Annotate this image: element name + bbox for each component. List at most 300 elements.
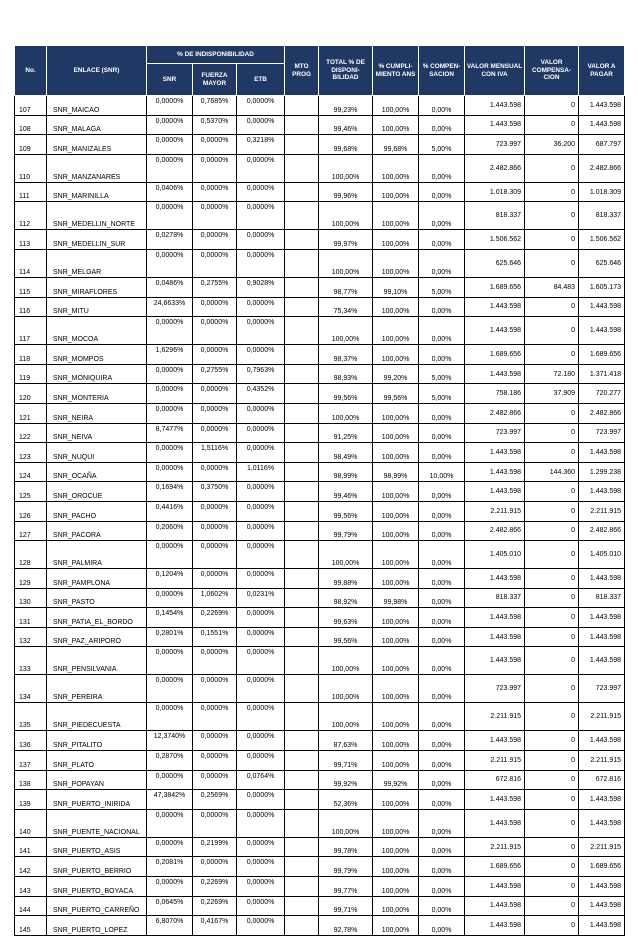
- cell-mto-prog: [285, 115, 319, 135]
- cell-total-disponibilidad: 100,00%: [319, 317, 373, 345]
- cell-cumplimiento: 100,00%: [373, 249, 419, 277]
- cell-etb: 0,0764%: [237, 770, 285, 790]
- cell-no: 143: [15, 877, 47, 897]
- cell-fuerza-mayor: 0,0000%: [193, 462, 237, 482]
- cell-etb: 0,0000%: [237, 731, 285, 751]
- table-row: [15, 135, 625, 155]
- cell-valor-pagar: 687.797: [579, 135, 625, 155]
- cell-valor-pagar: 2.482.866: [579, 154, 625, 182]
- cell-mto-prog: [285, 731, 319, 751]
- cell-valor-mensual: 818.337: [465, 202, 525, 230]
- cell-etb: 0,0000%: [237, 182, 285, 202]
- cell-valor-pagar: 1.443.598: [579, 96, 625, 116]
- cell-valor-compensacion: 84.483: [525, 277, 579, 297]
- cell-snr: 47,3842%: [147, 790, 193, 810]
- header-snr: SNR: [147, 64, 193, 96]
- cell-valor-pagar: 672.816: [579, 770, 625, 790]
- cell-enlace: SNR_PUENTE_NACIONAL: [47, 809, 147, 837]
- cell-valor-compensacion: 0: [525, 154, 579, 182]
- cell-valor-pagar: 818.337: [579, 588, 625, 608]
- cell-fuerza-mayor: 0,0000%: [193, 675, 237, 703]
- cell-snr: 0,0278%: [147, 230, 193, 250]
- cell-compensacion: 0,00%: [419, 115, 465, 135]
- cell-total-disponibilidad: 100,00%: [319, 703, 373, 731]
- table-row: [15, 837, 625, 857]
- cell-snr: 0,0000%: [147, 384, 193, 404]
- cell-compensacion: 0,00%: [419, 541, 465, 569]
- cell-cumplimiento: 98,99%: [373, 462, 419, 482]
- cell-etb: 0,0000%: [237, 790, 285, 810]
- cell-no: 126: [15, 501, 47, 521]
- cell-enlace: SNR_PUERTO_BERRIO: [47, 857, 147, 877]
- cell-no: 145: [15, 916, 47, 936]
- cell-compensacion: 5,00%: [419, 384, 465, 404]
- cell-fuerza-mayor: 0,0000%: [193, 202, 237, 230]
- header-enlace: ENLACE (SNR): [47, 46, 147, 96]
- cell-fuerza-mayor: 0,2269%: [193, 896, 237, 916]
- cell-enlace: SNR_PIEDECUESTA: [47, 703, 147, 731]
- cell-etb: 0,0000%: [237, 627, 285, 647]
- cell-fuerza-mayor: 1,0602%: [193, 588, 237, 608]
- table-row: [15, 916, 625, 936]
- cell-cumplimiento: 100,00%: [373, 202, 419, 230]
- cell-no: 112: [15, 202, 47, 230]
- cell-no: 107: [15, 96, 47, 116]
- cell-enlace: SNR_MONIQUIRA: [47, 364, 147, 384]
- cell-etb: 0,0000%: [237, 647, 285, 675]
- cell-enlace: SNR_MAICAO: [47, 96, 147, 116]
- cell-valor-compensacion: 0: [525, 569, 579, 589]
- cell-snr: 0,0000%: [147, 249, 193, 277]
- cell-cumplimiento: 100,00%: [373, 896, 419, 916]
- cell-total-disponibilidad: 91,25%: [319, 423, 373, 443]
- cell-valor-pagar: 1.443.598: [579, 443, 625, 463]
- cell-etb: 0,0000%: [237, 96, 285, 116]
- cell-mto-prog: [285, 482, 319, 502]
- cell-etb: 0,0000%: [237, 896, 285, 916]
- table-row: [15, 588, 625, 608]
- cell-fuerza-mayor: 0,0000%: [193, 501, 237, 521]
- cell-snr: 0,0645%: [147, 896, 193, 916]
- cell-valor-mensual: 1.443.598: [465, 317, 525, 345]
- cell-mto-prog: [285, 202, 319, 230]
- cell-total-disponibilidad: 99,71%: [319, 751, 373, 771]
- cell-mto-prog: [285, 647, 319, 675]
- cell-total-disponibilidad: 98,99%: [319, 462, 373, 482]
- cell-snr: 0,0406%: [147, 182, 193, 202]
- cell-compensacion: 10,00%: [419, 462, 465, 482]
- cell-valor-pagar: 1.443.598: [579, 731, 625, 751]
- cell-no: 142: [15, 857, 47, 877]
- cell-valor-pagar: 1.443.598: [579, 647, 625, 675]
- cell-fuerza-mayor: 0,1551%: [193, 627, 237, 647]
- cell-etb: 0,0000%: [237, 751, 285, 771]
- cell-total-disponibilidad: 98,92%: [319, 588, 373, 608]
- cell-valor-pagar: 1.443.598: [579, 608, 625, 628]
- cell-no: 110: [15, 154, 47, 182]
- cell-etb: 0,0000%: [237, 249, 285, 277]
- cell-no: 137: [15, 751, 47, 771]
- cell-fuerza-mayor: 0,0000%: [193, 317, 237, 345]
- table-row: [15, 857, 625, 877]
- cell-cumplimiento: 99,10%: [373, 277, 419, 297]
- cell-valor-pagar: 1.299.238: [579, 462, 625, 482]
- cell-valor-compensacion: 0: [525, 423, 579, 443]
- cell-compensacion: 0,00%: [419, 249, 465, 277]
- cell-snr: 0,0000%: [147, 647, 193, 675]
- cell-snr: 0,0000%: [147, 202, 193, 230]
- table-row: [15, 317, 625, 345]
- cell-valor-mensual: 2.482.866: [465, 521, 525, 541]
- cell-compensacion: 0,00%: [419, 182, 465, 202]
- cell-mto-prog: [285, 230, 319, 250]
- cell-compensacion: 0,00%: [419, 751, 465, 771]
- cell-mto-prog: [285, 608, 319, 628]
- header-total-disponibilidad: TOTAL % DE DISPONI-BILIDAD: [319, 46, 373, 96]
- cell-etb: 1,0116%: [237, 462, 285, 482]
- table-row: [15, 345, 625, 365]
- cell-valor-mensual: 723.997: [465, 135, 525, 155]
- cell-mto-prog: [285, 916, 319, 936]
- table-row: [15, 703, 625, 731]
- cell-valor-compensacion: 0: [525, 297, 579, 317]
- cell-cumplimiento: 100,00%: [373, 790, 419, 810]
- cell-fuerza-mayor: 0,2269%: [193, 877, 237, 897]
- cell-valor-compensacion: 0: [525, 541, 579, 569]
- cell-no: 115: [15, 277, 47, 297]
- table-row: [15, 96, 625, 116]
- cell-compensacion: 0,00%: [419, 403, 465, 423]
- cell-total-disponibilidad: 100,00%: [319, 249, 373, 277]
- cell-valor-pagar: 2.482.866: [579, 403, 625, 423]
- cell-mto-prog: [285, 770, 319, 790]
- cell-enlace: SNR_MIRAFLORES: [47, 277, 147, 297]
- cell-etb: 0,0000%: [237, 443, 285, 463]
- cell-snr: 0,0486%: [147, 277, 193, 297]
- table-row: [15, 896, 625, 916]
- cell-no: 119: [15, 364, 47, 384]
- cell-valor-mensual: 723.997: [465, 675, 525, 703]
- header-valor-pagar: VALOR A PAGAR: [579, 46, 625, 96]
- cell-cumplimiento: 100,00%: [373, 230, 419, 250]
- cell-valor-pagar: 1.443.598: [579, 317, 625, 345]
- cell-enlace: SNR_PUERTO_ASIS: [47, 837, 147, 857]
- cell-compensacion: 5,00%: [419, 364, 465, 384]
- cell-valor-pagar: 1.443.598: [579, 482, 625, 502]
- cell-compensacion: 0,00%: [419, 154, 465, 182]
- table-row: [15, 297, 625, 317]
- cell-enlace: SNR_MONTERIA: [47, 384, 147, 404]
- cell-snr: 0,0000%: [147, 588, 193, 608]
- cell-valor-compensacion: 0: [525, 482, 579, 502]
- cell-valor-pagar: 2.482.866: [579, 521, 625, 541]
- cell-valor-pagar: 723.997: [579, 675, 625, 703]
- cell-total-disponibilidad: 100,00%: [319, 202, 373, 230]
- cell-valor-compensacion: 0: [525, 647, 579, 675]
- cell-etb: 0,0000%: [237, 541, 285, 569]
- cell-snr: 0,0000%: [147, 703, 193, 731]
- cell-valor-mensual: 1.443.598: [465, 297, 525, 317]
- cell-compensacion: 0,00%: [419, 443, 465, 463]
- cell-cumplimiento: 100,00%: [373, 521, 419, 541]
- cell-mto-prog: [285, 877, 319, 897]
- cell-no: 136: [15, 731, 47, 751]
- cell-total-disponibilidad: 98,37%: [319, 345, 373, 365]
- cell-total-disponibilidad: 99,71%: [319, 896, 373, 916]
- cell-enlace: SNR_PAZ_ARIPORO: [47, 627, 147, 647]
- cell-fuerza-mayor: 0,0000%: [193, 521, 237, 541]
- cell-fuerza-mayor: 0,5370%: [193, 115, 237, 135]
- cell-valor-compensacion: 0: [525, 790, 579, 810]
- cell-enlace: SNR_PITALITO: [47, 731, 147, 751]
- cell-cumplimiento: 100,00%: [373, 182, 419, 202]
- cell-compensacion: 5,00%: [419, 135, 465, 155]
- cell-etb: 0,0000%: [237, 569, 285, 589]
- cell-valor-mensual: 758.186: [465, 384, 525, 404]
- cell-no: 132: [15, 627, 47, 647]
- cell-snr: 12,3740%: [147, 731, 193, 751]
- cell-valor-mensual: 1.443.598: [465, 627, 525, 647]
- cell-compensacion: 0,00%: [419, 501, 465, 521]
- cell-mto-prog: [285, 135, 319, 155]
- cell-mto-prog: [285, 403, 319, 423]
- cell-valor-compensacion: 0: [525, 501, 579, 521]
- cell-total-disponibilidad: 99,79%: [319, 857, 373, 877]
- header-group-indisponibilidad: % DE INDISPONIBILIDAD: [147, 46, 285, 64]
- table-row: [15, 249, 625, 277]
- cell-no: 113: [15, 230, 47, 250]
- cell-no: 125: [15, 482, 47, 502]
- cell-valor-mensual: 1.443.598: [465, 731, 525, 751]
- cell-cumplimiento: 100,00%: [373, 345, 419, 365]
- cell-fuerza-mayor: 0,7685%: [193, 96, 237, 116]
- cell-etb: 0,0000%: [237, 916, 285, 936]
- header-no: No.: [15, 46, 47, 96]
- cell-valor-mensual: 1.689.656: [465, 277, 525, 297]
- cell-valor-pagar: 1.443.598: [579, 627, 625, 647]
- cell-valor-compensacion: 0: [525, 443, 579, 463]
- cell-mto-prog: [285, 317, 319, 345]
- table-row: [15, 154, 625, 182]
- cell-no: 111: [15, 182, 47, 202]
- cell-total-disponibilidad: 100,00%: [319, 154, 373, 182]
- cell-no: 144: [15, 896, 47, 916]
- cell-no: 129: [15, 569, 47, 589]
- cell-snr: 0,0000%: [147, 364, 193, 384]
- table-row: [15, 202, 625, 230]
- cell-compensacion: 0,00%: [419, 345, 465, 365]
- table-row: [15, 423, 625, 443]
- cell-no: 116: [15, 297, 47, 317]
- cell-valor-mensual: 1.443.598: [465, 443, 525, 463]
- cell-fuerza-mayor: 0,0000%: [193, 703, 237, 731]
- cell-enlace: SNR_MOMPOS: [47, 345, 147, 365]
- cell-mto-prog: [285, 675, 319, 703]
- cell-compensacion: 0,00%: [419, 703, 465, 731]
- cell-total-disponibilidad: 100,00%: [319, 541, 373, 569]
- cell-valor-mensual: 625.646: [465, 249, 525, 277]
- cell-mto-prog: [285, 896, 319, 916]
- cell-valor-compensacion: 0: [525, 521, 579, 541]
- cell-valor-pagar: 1.405.010: [579, 541, 625, 569]
- table-header: [15, 46, 625, 96]
- cell-fuerza-mayor: 0,0000%: [193, 297, 237, 317]
- cell-fuerza-mayor: 0,0000%: [193, 751, 237, 771]
- cell-total-disponibilidad: 99,56%: [319, 384, 373, 404]
- cell-mto-prog: [285, 627, 319, 647]
- cell-compensacion: 0,00%: [419, 627, 465, 647]
- cell-no: 141: [15, 837, 47, 857]
- cell-compensacion: 0,00%: [419, 317, 465, 345]
- cell-enlace: SNR_MALAGA: [47, 115, 147, 135]
- cell-snr: 0,0000%: [147, 675, 193, 703]
- cell-compensacion: 0,00%: [419, 877, 465, 897]
- cell-valor-pagar: 1.443.598: [579, 916, 625, 936]
- cell-cumplimiento: 100,00%: [373, 541, 419, 569]
- cell-valor-pagar: 1.443.598: [579, 877, 625, 897]
- cell-no: 127: [15, 521, 47, 541]
- cell-no: 134: [15, 675, 47, 703]
- cell-mto-prog: [285, 703, 319, 731]
- cell-valor-compensacion: 0: [525, 96, 579, 116]
- cell-valor-mensual: 1.443.598: [465, 482, 525, 502]
- cell-valor-compensacion: 0: [525, 857, 579, 877]
- cell-enlace: SNR_MANIZALES: [47, 135, 147, 155]
- cell-cumplimiento: 100,00%: [373, 482, 419, 502]
- cell-etb: 0,9028%: [237, 277, 285, 297]
- cell-enlace: SNR_NEIRA: [47, 403, 147, 423]
- cell-compensacion: 0,00%: [419, 588, 465, 608]
- cell-valor-compensacion: 0: [525, 403, 579, 423]
- cell-enlace: SNR_PUERTO_INIRIDA: [47, 790, 147, 810]
- cell-compensacion: 0,00%: [419, 230, 465, 250]
- table-row: [15, 182, 625, 202]
- cell-valor-pagar: 723.997: [579, 423, 625, 443]
- cell-snr: 0,2801%: [147, 627, 193, 647]
- cell-valor-mensual: 1.443.598: [465, 364, 525, 384]
- cell-valor-pagar: 720.277: [579, 384, 625, 404]
- cell-mto-prog: [285, 857, 319, 877]
- cell-cumplimiento: 100,00%: [373, 423, 419, 443]
- cell-etb: 0,0231%: [237, 588, 285, 608]
- cell-valor-pagar: 1.443.598: [579, 790, 625, 810]
- cell-compensacion: 0,00%: [419, 916, 465, 936]
- cell-enlace: SNR_OROCUE: [47, 482, 147, 502]
- cell-total-disponibilidad: 99,56%: [319, 627, 373, 647]
- cell-valor-compensacion: 37.909: [525, 384, 579, 404]
- cell-valor-compensacion: 0: [525, 770, 579, 790]
- cell-cumplimiento: 100,00%: [373, 916, 419, 936]
- cell-total-disponibilidad: 99,68%: [319, 135, 373, 155]
- cell-compensacion: 0,00%: [419, 809, 465, 837]
- cell-valor-mensual: 723.997: [465, 423, 525, 443]
- cell-valor-pagar: 1.443.598: [579, 896, 625, 916]
- cell-enlace: SNR_PUERTO_CARREÑO: [47, 896, 147, 916]
- cell-valor-mensual: 1.443.598: [465, 809, 525, 837]
- table-row: [15, 482, 625, 502]
- cell-fuerza-mayor: 0,0000%: [193, 731, 237, 751]
- table-row: [15, 443, 625, 463]
- table-row: [15, 627, 625, 647]
- cell-mto-prog: [285, 751, 319, 771]
- cell-fuerza-mayor: 0,0000%: [193, 647, 237, 675]
- cell-mto-prog: [285, 154, 319, 182]
- cell-snr: 0,0000%: [147, 770, 193, 790]
- table-row: [15, 462, 625, 482]
- cell-valor-mensual: 2.211.915: [465, 751, 525, 771]
- cell-mto-prog: [285, 541, 319, 569]
- cell-cumplimiento: 99,20%: [373, 364, 419, 384]
- cell-fuerza-mayor: 0,0000%: [193, 230, 237, 250]
- cell-valor-pagar: 2.211.915: [579, 837, 625, 857]
- cell-total-disponibilidad: 99,56%: [319, 501, 373, 521]
- table-row: [15, 384, 625, 404]
- cell-cumplimiento: 100,00%: [373, 501, 419, 521]
- cell-fuerza-mayor: 0,0000%: [193, 345, 237, 365]
- cell-total-disponibilidad: 99,96%: [319, 182, 373, 202]
- cell-etb: 0,0000%: [237, 501, 285, 521]
- cell-cumplimiento: 100,00%: [373, 837, 419, 857]
- cell-compensacion: 0,00%: [419, 647, 465, 675]
- table-row: [15, 790, 625, 810]
- cell-no: 121: [15, 403, 47, 423]
- cell-snr: 0,0000%: [147, 96, 193, 116]
- cell-cumplimiento: 100,00%: [373, 403, 419, 423]
- cell-valor-compensacion: 0: [525, 877, 579, 897]
- cell-mto-prog: [285, 249, 319, 277]
- cell-total-disponibilidad: 87,63%: [319, 731, 373, 751]
- table-row: [15, 647, 625, 675]
- cell-valor-pagar: 1.443.598: [579, 569, 625, 589]
- cell-valor-mensual: 1.443.598: [465, 647, 525, 675]
- cell-valor-compensacion: 0: [525, 317, 579, 345]
- cell-etb: 0,0000%: [237, 403, 285, 423]
- cell-fuerza-mayor: 0,0000%: [193, 249, 237, 277]
- cell-total-disponibilidad: 99,23%: [319, 96, 373, 116]
- cell-no: 114: [15, 249, 47, 277]
- cell-etb: 0,0000%: [237, 423, 285, 443]
- cell-enlace: SNR_MARINILLA: [47, 182, 147, 202]
- cell-cumplimiento: 100,00%: [373, 569, 419, 589]
- table-row: [15, 521, 625, 541]
- cell-enlace: SNR_NUQUI: [47, 443, 147, 463]
- cell-snr: 1,6296%: [147, 345, 193, 365]
- cell-valor-mensual: 1.443.598: [465, 608, 525, 628]
- cell-compensacion: 0,00%: [419, 297, 465, 317]
- cell-valor-mensual: 1.689.656: [465, 345, 525, 365]
- cell-fuerza-mayor: 0,0000%: [193, 770, 237, 790]
- cell-mto-prog: [285, 364, 319, 384]
- cell-valor-pagar: 625.646: [579, 249, 625, 277]
- cell-mto-prog: [285, 790, 319, 810]
- cell-cumplimiento: 100,00%: [373, 115, 419, 135]
- cell-mto-prog: [285, 443, 319, 463]
- cell-enlace: SNR_PATIA_EL_BORDO: [47, 608, 147, 628]
- cell-snr: 0,0000%: [147, 135, 193, 155]
- cell-etb: 0,0000%: [237, 202, 285, 230]
- cell-valor-mensual: 2.211.915: [465, 501, 525, 521]
- cell-valor-mensual: 2.211.915: [465, 837, 525, 857]
- cell-fuerza-mayor: 0,2199%: [193, 837, 237, 857]
- cell-compensacion: 0,00%: [419, 675, 465, 703]
- cell-total-disponibilidad: 100,00%: [319, 403, 373, 423]
- cell-mto-prog: [285, 837, 319, 857]
- cell-compensacion: 0,00%: [419, 896, 465, 916]
- cell-valor-mensual: 1.506.562: [465, 230, 525, 250]
- cell-cumplimiento: 100,00%: [373, 443, 419, 463]
- cell-no: 123: [15, 443, 47, 463]
- cell-valor-mensual: 2.482.866: [465, 403, 525, 423]
